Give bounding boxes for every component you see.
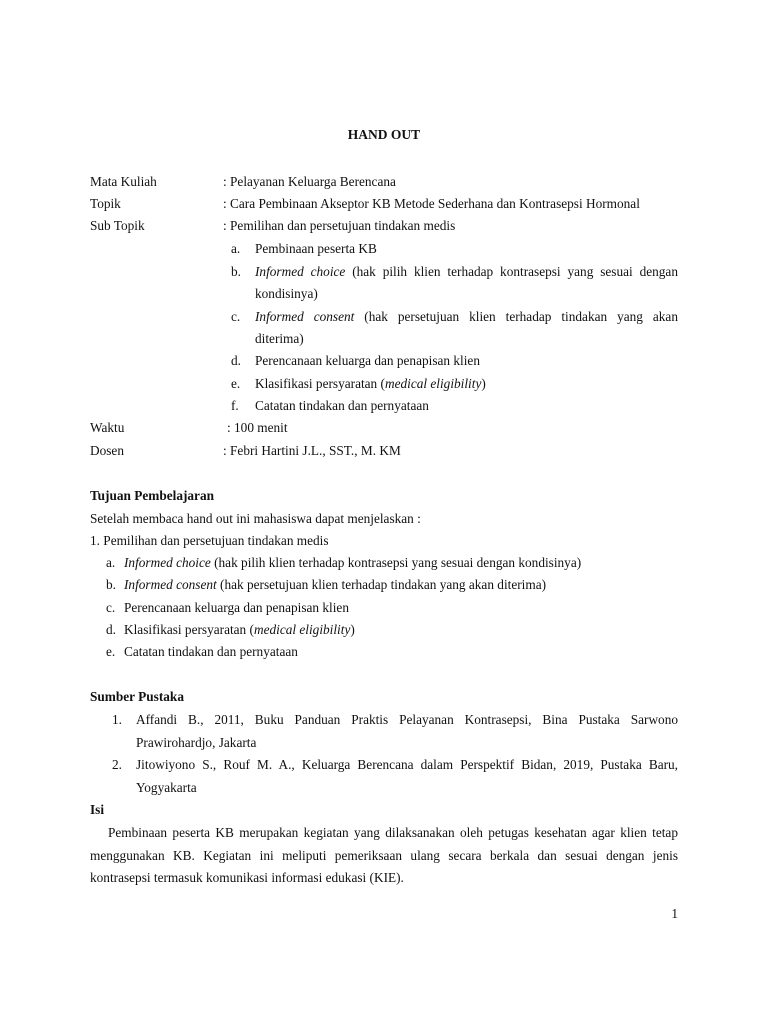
waktu-label: Waktu (90, 420, 125, 435)
sub-topik-item-c-cont: diterima) (255, 331, 304, 346)
tujuan-point-1: 1. Pemilihan dan persetujuan tindakan medis (90, 533, 329, 548)
tujuan-heading: Tujuan Pembelajaran (90, 488, 214, 503)
list-text: Catatan tindakan dan pernyataan (124, 644, 298, 659)
sumber-item-1: Affandi B., 2011, Buku Panduan Praktis Pelayanan Kontrasepsi, Bina Pustaka Sarwono (136, 712, 678, 727)
isi-paragraph-line-3: kontrasepsi termasuk komunikasi informasi edukasi (KIE). (90, 870, 404, 885)
text-post: (hak persetujuan klien terhadap tindakan yang akan diterima) (216, 577, 547, 592)
mata-kuliah-value: : Pelayanan Keluarga Berencana (223, 174, 396, 189)
text-post: ) (481, 376, 486, 391)
list-text (124, 553, 581, 573)
list-text: Catatan tindakan dan pernyataan (255, 398, 429, 413)
list-marker: e. (231, 376, 241, 391)
italic-term: medical eligibility (384, 376, 482, 391)
topik-label: Topik (90, 196, 121, 211)
tujuan-item-b (106, 575, 547, 595)
tujuan-item-c (106, 598, 349, 618)
italic-term: medical eligibility (253, 622, 351, 637)
text-pre: Klasifikasi persyaratan ( (255, 376, 385, 391)
list-marker: a. (231, 241, 241, 256)
waktu-value: : 100 menit (227, 420, 288, 435)
sub-topik-value: : Pemilihan dan persetujuan tindakan medis (223, 218, 456, 233)
list-text (255, 374, 486, 394)
page-number: 1 (671, 906, 678, 921)
topik-value: : Cara Pembinaan Akseptor KB Metode Sederhana dan Kontrasepsi Hormonal (223, 196, 640, 211)
sumber-item-1-marker: 1. (112, 712, 122, 727)
sub-topik-item-e (231, 374, 486, 394)
sumber-item-1-cont: Prawirohardjo, Jakarta (136, 735, 257, 750)
sub-topik-item-b-marker: b. (231, 264, 241, 279)
list-marker: d. (106, 622, 116, 637)
sub-topik-item-f (231, 396, 429, 416)
sub-topik-item-d (231, 351, 480, 371)
tujuan-item-d (106, 620, 355, 640)
sub-topik-item-c-marker: c. (231, 309, 241, 324)
list-text (124, 575, 546, 595)
list-marker: f. (231, 398, 239, 413)
document-title: HAND OUT (347, 127, 421, 142)
list-marker: d. (231, 353, 241, 368)
sub-topik-label: Sub Topik (90, 218, 145, 233)
list-text (124, 620, 355, 640)
isi-paragraph-line-1: Pembinaan peserta KB merupakan kegiatan yang dilaksanakan oleh petugas kesehatan agar klien tetap (108, 825, 678, 840)
sub-topik-item-b-cont: kondisinya) (255, 286, 318, 301)
list-text: Pembinaan peserta KB (255, 241, 377, 256)
list-marker: c. (106, 600, 116, 615)
sub-topik-item-a (231, 239, 377, 259)
italic-term: Informed choice (255, 264, 346, 279)
tujuan-item-e (106, 642, 298, 662)
sumber-item-2-cont: Yogyakarta (136, 780, 197, 795)
text-post: ) (350, 622, 355, 637)
italic-term: Informed choice (124, 555, 211, 570)
list-text: Perencanaan keluarga dan penapisan klien (255, 353, 480, 368)
italic-term: Informed consent (255, 309, 355, 324)
tujuan-intro: Setelah membaca hand out ini mahasiswa dapat menjelaskan : (90, 511, 421, 526)
dosen-label: Dosen (90, 443, 124, 458)
mata-kuliah-label: Mata Kuliah (90, 174, 157, 189)
list-marker: a. (106, 555, 116, 570)
sub-topik-item-b (255, 262, 678, 282)
sumber-item-2: Jitowiyono S., Rouf M. A., Keluarga Berencana dalam Perspektif Bidan, 2019, Pustaka Baru, (136, 757, 678, 772)
isi-heading: Isi (90, 802, 105, 817)
sumber-item-2-marker: 2. (112, 757, 122, 772)
list-marker: e. (106, 644, 116, 659)
list-text: (hak persetujuan klien terhadap tindakan yang akan (364, 309, 678, 324)
text-post: (hak pilih klien terhadap kontrasepsi yang sesuai dengan kondisinya) (210, 555, 582, 570)
dosen-value: : Febri Hartini J.L., SST., M. KM (223, 443, 401, 458)
list-text: Perencanaan keluarga dan penapisan klien (124, 600, 349, 615)
text-pre: Klasifikasi persyaratan ( (124, 622, 254, 637)
sub-topik-item-c (255, 307, 678, 327)
tujuan-item-a (106, 553, 582, 573)
list-text: (hak pilih klien terhadap kontrasepsi yang sesuai dengan (352, 264, 678, 279)
sumber-heading: Sumber Pustaka (90, 689, 184, 704)
list-marker: b. (106, 577, 116, 592)
isi-paragraph-line-2: menggunakan KB. Kegiatan ini meliputi pemeriksaan ulang secara berkala dan sesuai dengan jenis (90, 848, 678, 863)
italic-term: Informed consent (124, 577, 217, 592)
